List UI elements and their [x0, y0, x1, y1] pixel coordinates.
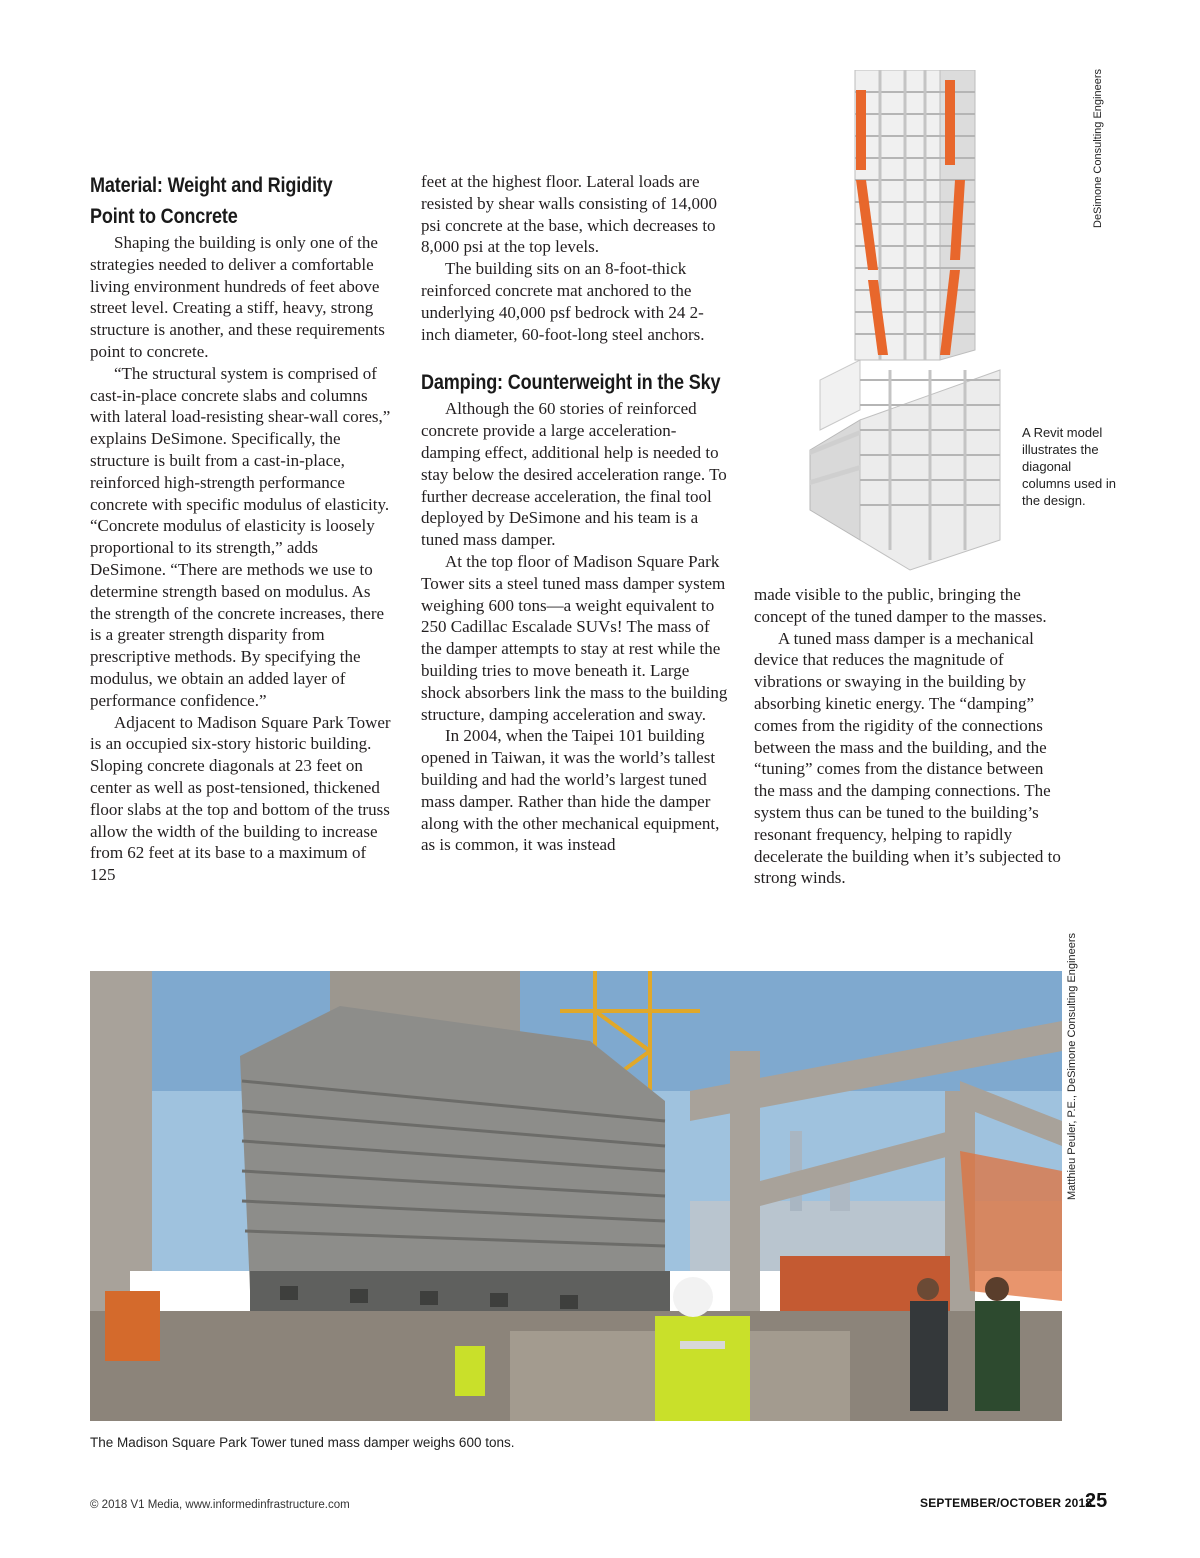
paragraph: “The structural system is comprised of cast-in-place concrete slabs and columns with lateral load-resisting shear-wall cores,” explains DeSimone. Specifically, the structure is built from a cast-in-place, reinforced high-strength performance concrete with specific modulus of elasticity. “Concrete modulus of elasticity is loosely proportional to its strength,” adds DeSimone. “There are methods we use to determine strength based on modulus. As the strength of the concrete increases, there is a greater strength disparity from prescriptive methods. By specifying the modulus, we obtain an added layer of performance confidence.” [90, 363, 391, 710]
paragraph: Shaping the building is only one of the strategies needed to deliver a comfortable living environment hundreds of feet above street level. Creating a stiff, heavy, strong structure is another, and these requirements point to concrete. [90, 233, 385, 361]
section-heading-damping: Damping: Counterweight in the Sky [421, 371, 721, 395]
column-3 [754, 584, 1064, 889]
column-1 [90, 170, 392, 886]
paragraph: At the top floor of Madison Square Park Tower sits a steel tuned mass damper system weighing 600 tons—a weight equivalent to 250 Cadillac Escalade SUVs! The mass of the damper attempts to stay at rest while the building tries to move beneath it. Large shock absorbers link the mass to the building structure, damping acceleration and sway. [421, 551, 728, 724]
section-heading-material: Material: Weight and Rigidity [90, 174, 333, 197]
paragraph: The building sits on an 8-foot-thick reinforced concrete mat anchored to the underlying 40,000 psf bedrock with 24 2-inch diameter, 60-foot-long steel anchors. [421, 259, 705, 344]
revit-figure-caption: A Revit model illustrates the diagonal columns used in the design. [1022, 425, 1116, 508]
section-heading-material-line2: Point to Concrete [90, 205, 238, 228]
page-number: 25 [1085, 1490, 1108, 1512]
footer-issue: SEPTEMBER/OCTOBER 2018 [920, 1496, 1093, 1510]
paragraph: Although the 60 stories of reinforced concrete provide a large acceleration-damping effect, additional help is needed to stay below the desired acceleration range. To further decrease acceleration, the final tool deployed by DeSimone and his team is a tuned mass damper. [421, 399, 727, 550]
paragraph: Adjacent to Madison Square Park Tower is an occupied six-story historic building. Sloping concrete diagonals at 23 feet on center as well as post-tensioned, thickened floor slabs at the top and bottom of the truss allow the width of the building to increase from 62 feet at its base to a maximum of 125 [90, 712, 391, 885]
footer-copyright: © 2018 V1 Media, www.informedinfrastructure.com [90, 1499, 350, 1511]
tuned-mass-damper-photo [90, 971, 1062, 1421]
paragraph: made visible to the public, bringing the concept of the tuned damper to the masses. [754, 585, 1047, 626]
photo-credit: Matthieu Peuler, P.E., DeSimone Consulting Engineers [1066, 932, 1078, 1200]
paragraph: In 2004, when the Taipei 101 building opened in Taiwan, it was the world’s tallest building and had the world’s largest tuned mass damper. Rather than hide the damper along with the other mechanical equipment, as is common, it was instead [421, 726, 720, 855]
column-2 [421, 171, 731, 856]
photo-caption: The Madison Square Park Tower tuned mass damper weighs 600 tons. [90, 1435, 515, 1450]
revit-model-figure [800, 70, 1010, 580]
revit-figure-credit: DeSimone Consulting Engineers [1092, 69, 1104, 228]
paragraph: A tuned mass damper is a mechanical device that reduces the magnitude of vibrations or swaying in the building by absorbing kinetic energy. The “damping” comes from the rigidity of the connections between the mass and the building, and the “tuning” comes from the distance between the mass and the damping connections. The system thus can be tuned to the building’s resonant frequency, helping to rapidly decelerate the building when it’s subjected to strong winds. [754, 628, 1061, 888]
paragraph: feet at the highest floor. Lateral loads are resisted by shear walls consisting of 14,000 psi concrete at the base, which decreases to 8,000 psi at the top levels. [421, 172, 718, 257]
